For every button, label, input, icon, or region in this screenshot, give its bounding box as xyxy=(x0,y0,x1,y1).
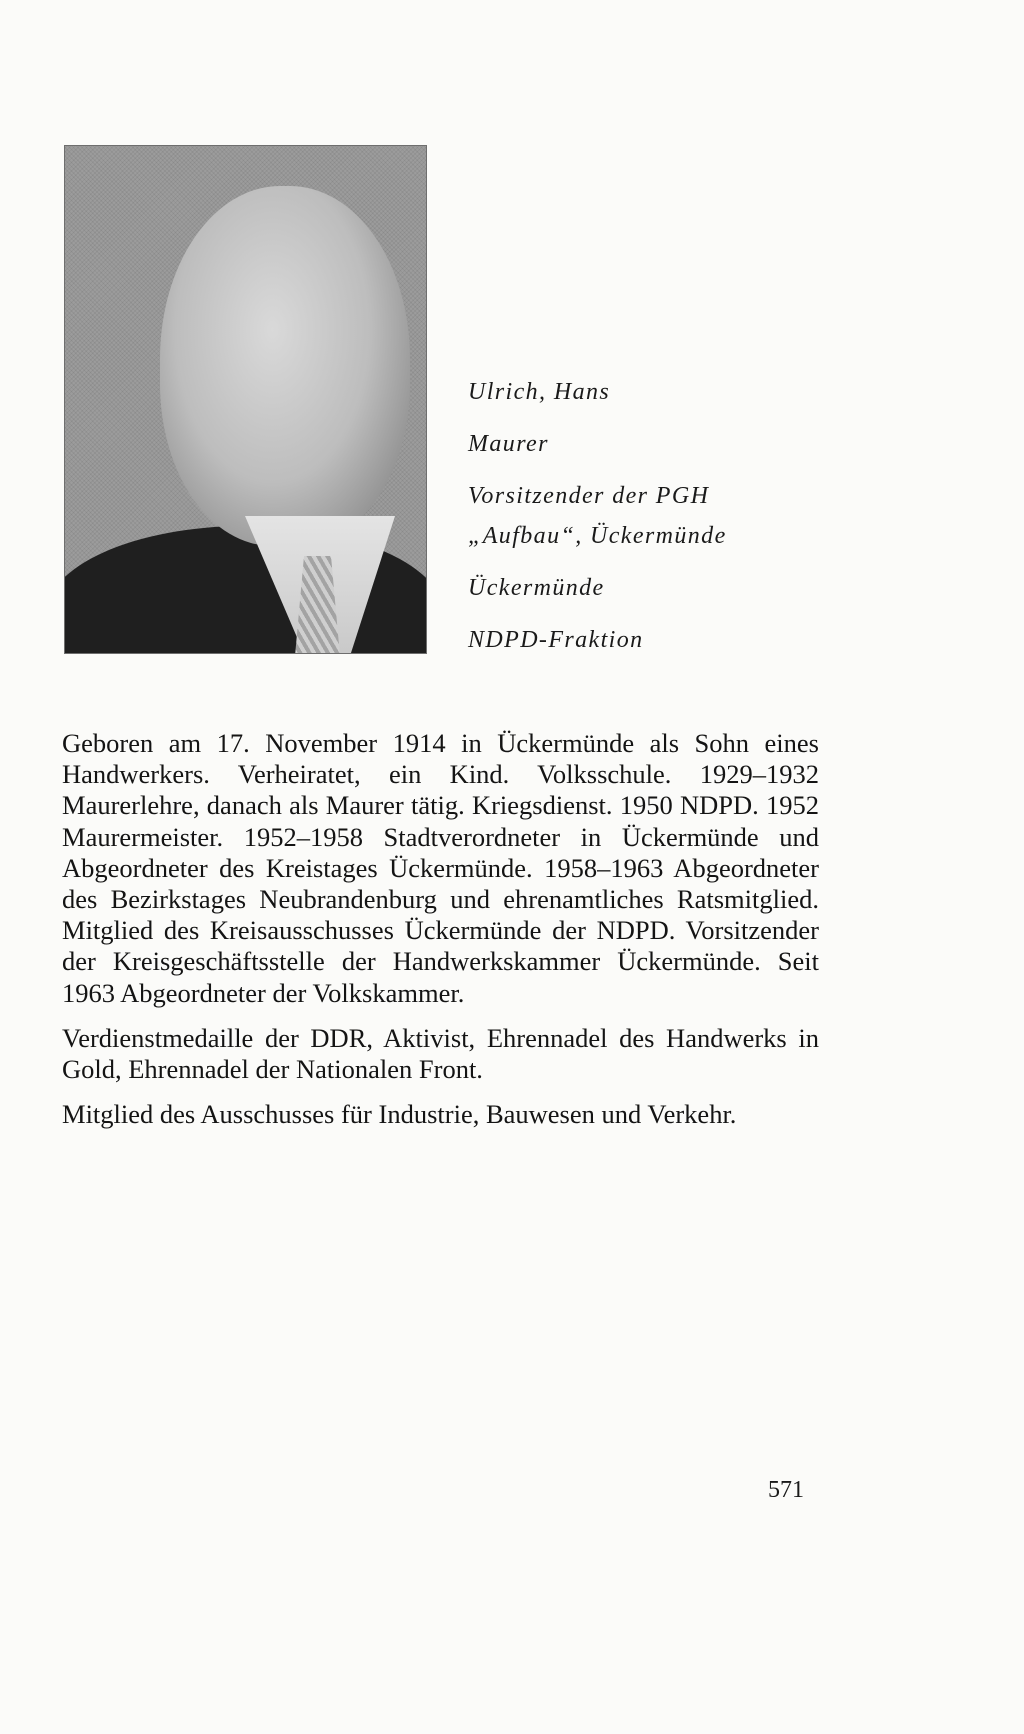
person-caption xyxy=(468,372,727,660)
biography-paragraph-life: Geboren am 17. November 1914 in Ückermünde als Sohn eines Handwerkers. Verheiratet, ein Kind. Volksschule. 1929–1932 Maurerlehre, danach als Maurer tätig. Kriegsdienst. 1950 NDPD. 1952 Maurermeister. 1952–1958 Stadtverordneter in Ückermünde und Abgeordneter des Kreistages Ückermünde. 1958–1963 Abgeordneter des Bezirkstages Neubrandenburg und ehrenamtliches Ratsmitglied. Mitglied des Kreisausschusses Ückermünde der NDPD. Vorsitzender der Kreisgeschäftsstelle der Handwerkskammer Ückermünde. Seit 1963 Abgeordneter der Volkskammer. xyxy=(62,728,819,1008)
person-name: Ulrich, Hans xyxy=(468,379,611,405)
person-constituency: Ückermünde xyxy=(468,575,605,601)
portrait-head xyxy=(160,186,410,546)
person-profession: Maurer xyxy=(468,431,549,457)
biography-text xyxy=(62,728,819,1144)
page-number: 571 xyxy=(768,1477,804,1503)
biography-paragraph-awards: Verdienstmedaille der DDR, Aktivist, Ehrennadel des Handwerks in Gold, Ehrennadel der Nationalen Front. xyxy=(62,1022,819,1085)
person-position-line2: „Aufbau“, Ückermünde xyxy=(468,523,727,549)
person-position-line1: Vorsitzender der PGH xyxy=(468,483,710,509)
person-faction: NDPD-Fraktion xyxy=(468,627,644,653)
portrait-photo xyxy=(64,145,427,654)
biography-paragraph-committee: Mitglied des Ausschusses für Industrie, Bauwesen und Verkehr. xyxy=(62,1099,737,1130)
